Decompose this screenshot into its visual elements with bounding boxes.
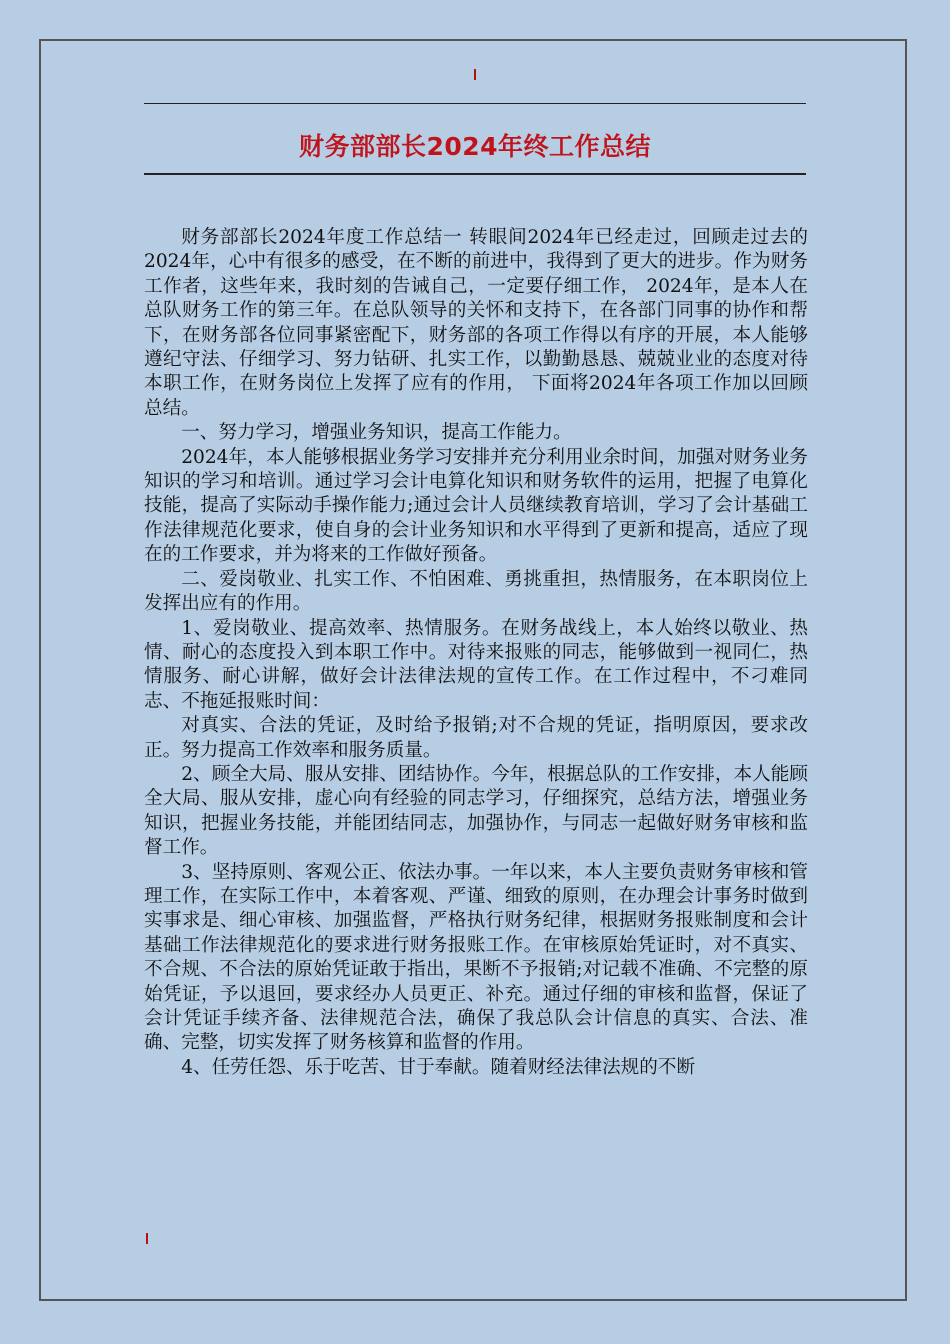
paragraph-item-4: 4、任劳任怨、乐于吃苦、甘于奉献。随着财经法律法规的不断 bbox=[181, 1056, 696, 1078]
paragraph-study: 2024年，本人能够根据业务学习安排并充分利用业余时间，加强对财务业务知识的学习和培训。通过学习会计电算化知识和财务软件的运用，把握了电算化技能，提高了实际动手操作能力;通过会计人员继续教育培训，学习了会计基础工作法律规范化要求，使自身的会计业务知识和水平得到了更新和提高，适应了现在的工作要求，并为将来的工作做好预备。 bbox=[144, 446, 808, 566]
title-underline bbox=[144, 173, 806, 175]
document-title: 财务部部长2024年终工作总结 bbox=[298, 132, 652, 161]
footer-cursor-mark bbox=[146, 1233, 148, 1244]
paragraph-intro: 财务部部长2024年度工作总结一 转眼间2024年已经走过，回顾走过去的2024年，心中有很多的感受，在不断的前进中，我得到了更大的进步。作为财务工作者，这些年来，我时刻的告诫自己，一定要仔细工作， 2024年，是本人在总队财务工作的第三年。在总队领导的关怀和支持下，在各部门同事的协作和帮下，在财务部各位同事紧密配下，财务部的各项工作得以有序的开展，本人能够遵纪守法、仔细学习、努力钻研、扎实工作，以勤勤恳恳、兢兢业业的态度对待本职工作，在财务岗位上发挥了应有的作用， 下面将2024年各项工作加以回顾总结。 bbox=[144, 227, 808, 419]
paragraph-item-1: 1、爱岗敬业、提高效率、热情服务。在财务战线上，本人始终以敬业、热情、耐心的态度投入到本职工作中。对待来报账的同志，能够做到一视同仁，热情服务、耐心讲解，做好会计法律法规的宣传工作。在工作过程中，不刁难同志、不拖延报账时间： bbox=[144, 617, 808, 712]
paragraph-item-1-cont: 对真实、合法的凭证，及时给予报销;对不合规的凭证，指明原因，要求改正。努力提高工作效率和服务质量。 bbox=[144, 715, 808, 761]
paragraph-item-3: 3、坚持原则、客观公正、依法办事。一年以来，本人主要负责财务审核和管理工作，在实际工作中，本着客观、严谨、细致的原则，在办理会计事务时做到实事求是、细心审核、加强监督，严格执行财务纪律，根据财务报账制度和会计基础工作法律规范化的要求进行财务报账工作。在审核原始凭证时，对不真实、不合规、不合法的原始凭证敢于指出，果断不予报销;对记载不准确、不完整的原始凭证，予以退回，要求经办人员更正、补充。通过仔细的审核和监督，保证了会计凭证手续齐备、法律规范合法，确保了我总队会计信息的真实、合法、准确、完整，切实发挥了财务核算和监督的作用。 bbox=[144, 861, 808, 1054]
document-body bbox=[144, 226, 808, 1080]
section-heading-2: 二、爱岗敬业、扎实工作、不怕困难、勇挑重担，热情服务，在本职岗位上发挥出应有的作用。 bbox=[144, 568, 808, 615]
header-rule bbox=[144, 103, 806, 104]
header-cursor-mark bbox=[474, 69, 476, 80]
paragraph-item-2: 2、顾全大局、服从安排、团结协作。今年，根据总队的工作安排，本人能顾全大局、服从安排，虚心向有经验的同志学习，仔细探究，总结方法，增强业务知识，把握业务技能，并能团结同志，加强协作，与同志一起做好财务审核和监督工作。 bbox=[144, 763, 808, 859]
section-heading-1: 一、努力学习，增强业务知识，提高工作能力。 bbox=[181, 422, 572, 444]
